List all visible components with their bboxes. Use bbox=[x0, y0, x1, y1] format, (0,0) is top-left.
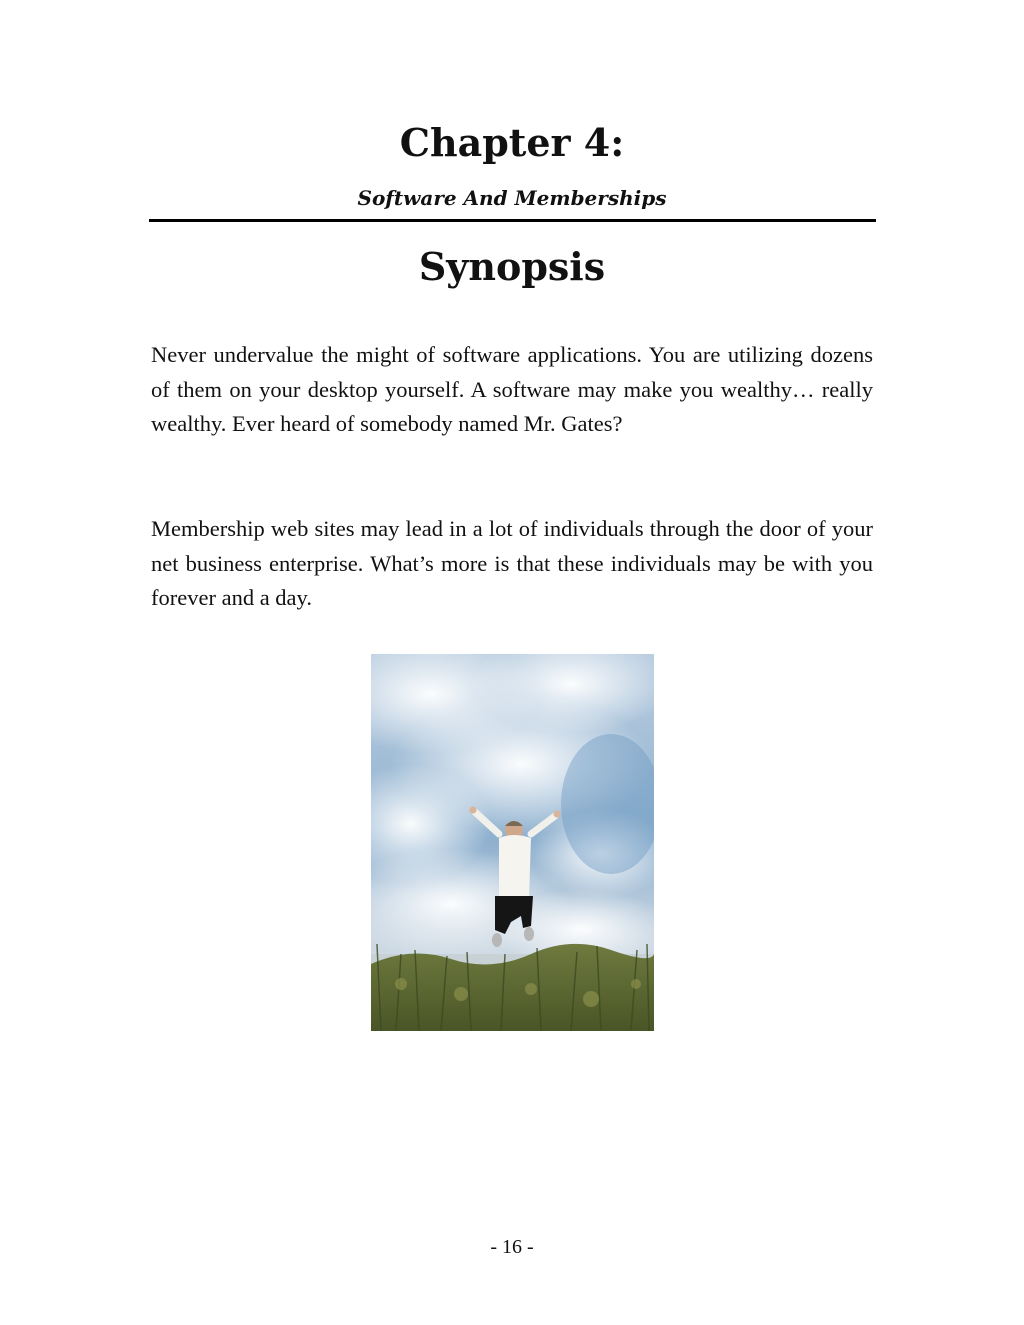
header-divider bbox=[149, 219, 876, 222]
jumping-person-photo bbox=[371, 654, 654, 1031]
photo-illustration bbox=[371, 654, 654, 1031]
chapter-subtitle: Software And Memberships bbox=[357, 186, 667, 210]
section-title: Synopsis bbox=[418, 244, 606, 289]
body-paragraph: Never undervalue the might of software applications. You are utilizing dozens of them on your desktop yourself. A software may make you wealthy… really wealthy. Ever heard of somebody named Mr. Gates? bbox=[151, 342, 873, 437]
body-paragraph: Membership web sites may lead in a lot of individuals through the door of your net business enterprise. What’s more is that these individuals may be with you forever and a day. bbox=[151, 516, 873, 611]
chapter-title: Chapter 4: bbox=[399, 120, 625, 165]
page-number: - 16 - bbox=[490, 1236, 534, 1258]
